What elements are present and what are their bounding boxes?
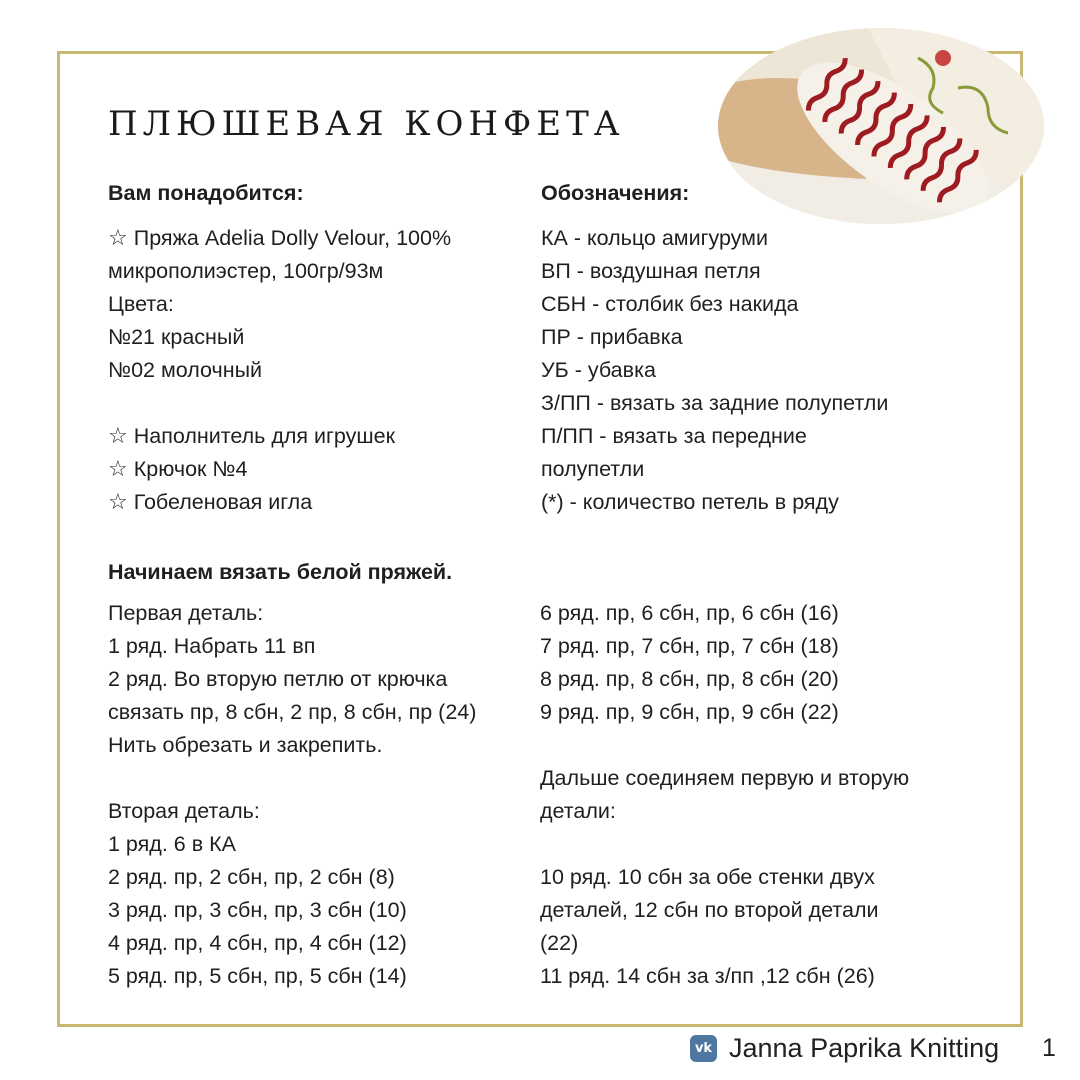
materials-line	[108, 354, 528, 387]
legend-line-text: П/ПП - вязать за передние	[541, 424, 807, 448]
materials-line-text: Пряжа Adelia Dolly Velour, 100%	[133, 226, 452, 250]
page-number: 1	[1042, 1034, 1056, 1062]
instruction-line	[108, 795, 533, 828]
instruction-line	[540, 861, 1010, 894]
materials-line-text: микрополиэстер, 100гр/93м	[108, 259, 384, 283]
instructions-right	[540, 597, 1010, 993]
instruction-line-text: 5 ряд. пр, 5 сбн, пр, 5 сбн (14)	[108, 964, 407, 988]
star-icon: ☆	[108, 424, 128, 449]
instruction-line	[108, 663, 533, 696]
instruction-line	[540, 729, 1010, 762]
instruction-line-text: 6 ряд. пр, 6 сбн, пр, 6 сбн (16)	[540, 601, 839, 625]
materials-line-text: Крючок №4	[133, 457, 248, 481]
legend-line	[541, 288, 1011, 321]
materials-line-text: №02 молочный	[108, 358, 263, 382]
instruction-line	[540, 927, 1010, 960]
legend-line-text: УБ - убавка	[541, 358, 656, 382]
instruction-line	[108, 696, 533, 729]
instruction-line-text: 9 ряд. пр, 9 сбн, пр, 9 сбн (22)	[540, 700, 839, 724]
instruction-line	[540, 762, 1010, 795]
legend-line-text: ВП - воздушная петля	[541, 259, 761, 283]
instruction-line-text: 11 ряд. 14 сбн за з/пп ,12 сбн (26)	[540, 964, 875, 988]
legend-line	[541, 420, 1011, 453]
legend-line	[541, 354, 1011, 387]
legend-line	[541, 486, 1011, 519]
legend-line-text: З/ПП - вязать за задние полупетли	[541, 391, 889, 415]
materials-heading: Вам понадобится:	[108, 181, 304, 205]
instruction-line	[108, 960, 533, 993]
instruction-line-text: 1 ряд. Набрать 11 вп	[108, 634, 316, 658]
footer	[690, 1030, 999, 1066]
materials-line	[108, 222, 528, 255]
instruction-line-text: 8 ряд. пр, 8 сбн, пр, 8 сбн (20)	[540, 667, 839, 691]
star-icon: ☆	[108, 457, 128, 482]
legend-list	[541, 222, 1011, 519]
instruction-line	[540, 630, 1010, 663]
instruction-line-text: 10 ряд. 10 сбн за обе стенки двух	[540, 865, 875, 889]
legend-line	[541, 255, 1011, 288]
legend-section	[541, 177, 1011, 519]
start-heading: Начинаем вязать белой пряжей.	[108, 560, 453, 584]
instruction-line	[108, 894, 533, 927]
instruction-line-text: 1 ряд. 6 в КА	[108, 832, 236, 856]
legend-line-text: (*) - количество петель в ряду	[541, 490, 839, 514]
instruction-line	[108, 762, 533, 795]
instruction-line	[540, 894, 1010, 927]
materials-section	[108, 177, 528, 519]
legend-line	[541, 453, 1011, 486]
materials-line	[108, 420, 528, 453]
legend-line-text: КА - кольцо амигуруми	[541, 226, 768, 250]
brand-name: Janna Paprika Knitting	[729, 1032, 1000, 1063]
instruction-line-text: (22)	[540, 931, 579, 955]
star-icon: ☆	[108, 490, 128, 515]
instruction-line	[108, 597, 533, 630]
legend-line-text: ПР - прибавка	[541, 325, 683, 349]
legend-heading: Обозначения:	[541, 181, 690, 205]
instruction-line	[108, 630, 533, 663]
instruction-line-text: деталей, 12 сбн по второй детали	[540, 898, 879, 922]
legend-line	[541, 321, 1011, 354]
legend-line-text: СБН - столбик без накида	[541, 292, 799, 316]
materials-line-text: Наполнитель для игрушек	[133, 424, 395, 448]
materials-line	[108, 486, 528, 519]
materials-line	[108, 387, 528, 420]
instruction-line-text: детали:	[540, 799, 616, 823]
instruction-line	[540, 663, 1010, 696]
materials-line	[108, 321, 528, 354]
materials-list	[108, 222, 528, 519]
star-icon: ☆	[108, 226, 128, 251]
materials-line	[108, 453, 528, 486]
instruction-line-text: 2 ряд. пр, 2 сбн, пр, 2 сбн (8)	[108, 865, 395, 889]
instruction-line	[108, 861, 533, 894]
instructions-left	[108, 597, 533, 993]
materials-line	[108, 255, 528, 288]
instruction-line	[540, 597, 1010, 630]
instruction-line-text: Нить обрезать и закрепить.	[108, 733, 383, 757]
instruction-line-text: Вторая деталь:	[108, 799, 260, 823]
instruction-line-text: связать пр, 8 сбн, 2 пр, 8 сбн, пр (24)	[108, 700, 477, 724]
instruction-line	[540, 696, 1010, 729]
instruction-line	[540, 960, 1010, 993]
legend-line-text: полупетли	[541, 457, 645, 481]
instruction-line-text: 4 ряд. пр, 4 сбн, пр, 4 сбн (12)	[108, 931, 407, 955]
instruction-line	[108, 729, 533, 762]
vk-icon[interactable]: vk	[690, 1035, 717, 1062]
instruction-line	[540, 795, 1010, 828]
legend-line	[541, 222, 1011, 255]
instruction-line-text: 3 ряд. пр, 3 сбн, пр, 3 сбн (10)	[108, 898, 407, 922]
materials-line	[108, 288, 528, 321]
materials-line-text: Гобеленовая игла	[133, 490, 313, 514]
page-title: ПЛЮШЕВАЯ КОНФЕТА	[108, 104, 625, 144]
instruction-line	[108, 828, 533, 861]
materials-line-text: Цвета:	[108, 292, 174, 316]
instruction-line-text: Дальше соединяем первую и вторую	[540, 766, 910, 790]
materials-line-text: №21 красный	[108, 325, 245, 349]
instruction-line	[108, 927, 533, 960]
instruction-line	[540, 828, 1010, 861]
instruction-line-text: 7 ряд. пр, 7 сбн, пр, 7 сбн (18)	[540, 634, 839, 658]
legend-line	[541, 387, 1011, 420]
instruction-line-text: 2 ряд. Во вторую петлю от крючка	[108, 667, 448, 691]
instruction-line-text: Первая деталь:	[108, 601, 264, 625]
